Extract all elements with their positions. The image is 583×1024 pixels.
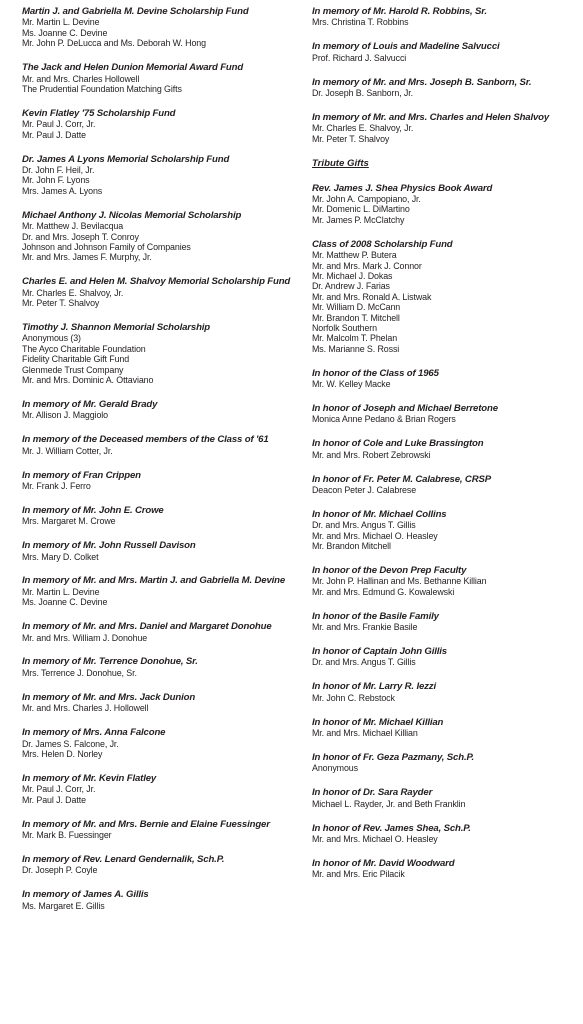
- donor-name: Mr. John F. Lyons: [22, 175, 90, 186]
- donor-name: Dr. Joseph P. Coyle: [22, 865, 98, 876]
- fund-heading: In memory of Mr. Gerald Brady: [22, 398, 158, 410]
- donor-name: Mr. and Mrs. Charles Hollowell: [22, 73, 140, 84]
- gift-entry: [312, 41, 577, 63]
- gift-entry: [22, 854, 297, 876]
- gift-entry: [22, 434, 297, 456]
- donor-name: Mr. J. William Cotter, Jr.: [22, 445, 113, 456]
- fund-heading: In honor of Joseph and Michael Berretone: [312, 402, 498, 414]
- gift-entry: [312, 77, 577, 99]
- fund-heading: In honor of Mr. Michael Killian: [312, 716, 444, 728]
- gift-entry: [22, 470, 297, 492]
- donor-name: Mr. and Mrs. Michael O. Heasley: [312, 530, 438, 541]
- donor-name: Ms. Marianne S. Rossi: [312, 343, 400, 354]
- gift-entry: [22, 6, 297, 49]
- fund-heading: In memory of Mr. John E. Crowe: [22, 504, 164, 516]
- donor-name: Anonymous: [312, 763, 358, 774]
- donor-name: Mr. Mark B. Fuessinger: [22, 829, 112, 840]
- gift-entry: [312, 403, 577, 425]
- fund-heading: In memory of Mr. and Mrs. Daniel and Margaret Donohue: [22, 621, 272, 633]
- fund-heading: Timothy J. Shannon Memorial Scholarship: [22, 321, 211, 333]
- fund-heading: In memory of Mr. Harold R. Robbins, Sr.: [312, 6, 487, 17]
- donor-name: Mr. Charles E. Shalvoy, Jr.: [22, 287, 124, 298]
- donor-name: Mr. Malcolm T. Phelan: [312, 333, 398, 344]
- fund-heading: Charles E. and Helen M. Shalvoy Memorial Scholarship Fund: [22, 276, 291, 288]
- fund-heading: In memory of the Deceased members of the Class of '61: [22, 434, 269, 446]
- gift-entry: [312, 858, 577, 880]
- fund-heading: In memory of Mr. Kevin Flatley: [22, 772, 157, 784]
- gift-entry: [312, 611, 577, 633]
- gift-entry: [22, 621, 297, 643]
- fund-heading: In honor of Fr. Geza Pazmany, Sch.P.: [312, 752, 474, 763]
- fund-heading: In honor of Mr. Michael Collins: [312, 508, 447, 520]
- gift-entry: [22, 656, 297, 678]
- donor-name: Mr. Matthew J. Bevilacqua: [22, 221, 124, 232]
- donor-name: Mr. and Mrs. Edmund G. Kowalewski: [312, 586, 455, 597]
- gift-entry: [22, 692, 297, 714]
- fund-heading: Dr. James A Lyons Memorial Scholarship Fund: [22, 153, 230, 165]
- donor-name: Johnson and Johnson Family of Companies: [22, 241, 191, 252]
- gift-entry: [312, 646, 577, 668]
- fund-heading: In memory of Mrs. Anna Falcone: [22, 727, 166, 739]
- donor-name: Mrs. Terrence J. Donohue, Sr.: [22, 667, 137, 678]
- donor-name: Mr. Paul J. Datte: [22, 794, 86, 805]
- donor-name: Mr. Allison J. Maggiolo: [22, 410, 108, 421]
- donor-name: Mr. and Mrs. Dominic A. Ottaviano: [22, 374, 154, 385]
- donor-name: Mr. and Mrs. Mark J. Connor: [312, 260, 422, 271]
- donor-name: Mr. James P. McClatchy: [312, 214, 405, 225]
- gift-entry: [22, 540, 297, 562]
- fund-heading: Michael Anthony J. Nicolas Memorial Scholarship: [22, 209, 242, 221]
- donor-name: Dr. John F. Heil, Jr.: [22, 164, 95, 175]
- donor-name: Mr. Martin L. Devine: [22, 17, 100, 28]
- fund-heading: Martin J. and Gabriella M. Devine Scholarship Fund: [22, 6, 249, 17]
- fund-heading: In honor of Rev. James Shea, Sch.P.: [312, 822, 471, 834]
- donor-name: Anonymous (3): [22, 333, 81, 344]
- gift-entry: [22, 819, 297, 841]
- donor-name: Mr. John A. Campopiano, Jr.: [312, 193, 421, 204]
- donor-name: Dr. James S. Falcone, Jr.: [22, 738, 119, 749]
- donor-name: Mr. Paul J. Corr, Jr.: [22, 784, 96, 795]
- gift-entry: [22, 62, 297, 94]
- donor-name: Mr. Brandon Mitchell: [312, 541, 391, 552]
- fund-heading: In memory of Louis and Madeline Salvucci: [312, 41, 500, 53]
- donor-name: Mr. William D. McCann: [312, 302, 401, 313]
- fund-heading: In memory of Mr. and Mrs. Jack Dunion: [22, 691, 196, 703]
- donor-name: Mrs. James A. Lyons: [22, 185, 103, 196]
- fund-heading: Kevin Flatley '75 Scholarship Fund: [22, 107, 176, 119]
- gift-entry: [312, 438, 577, 460]
- gift-entry: [312, 787, 577, 809]
- fund-heading: In honor of Mr. Larry R. Iezzi: [312, 681, 436, 693]
- fund-heading: In memory of Mr. and Mrs. Martin J. and Gabriella M. Devine: [22, 575, 286, 587]
- donor-name: Dr. and Mrs. Joseph T. Conroy: [22, 231, 139, 242]
- gift-entry: [22, 575, 297, 607]
- donor-name: Dr. Joseph B. Sanborn, Jr.: [312, 88, 413, 99]
- fund-heading: In honor of the Devon Prep Faculty: [312, 565, 467, 577]
- fund-heading: In memory of Mr. Terrence Donohue, Sr.: [22, 656, 198, 668]
- donor-name: Mr. Michael J. Dokas: [312, 270, 393, 281]
- right-column: [312, 6, 577, 893]
- fund-heading: In honor of Cole and Luke Brassington: [312, 438, 484, 450]
- donor-name: Mr. and Mrs. James F. Murphy, Jr.: [22, 252, 152, 263]
- donor-name: Glenmede Trust Company: [22, 364, 124, 375]
- donor-name: Dr. Andrew J. Farias: [312, 281, 390, 292]
- donor-name: Ms. Joanne C. Devine: [22, 27, 108, 38]
- gift-entry: [22, 727, 297, 759]
- gift-entry: [312, 368, 577, 390]
- gift-entry: [312, 239, 577, 354]
- gift-entry: [312, 183, 577, 226]
- donor-name: Mr. Peter T. Shalvoy: [22, 298, 100, 309]
- gift-entry: [312, 823, 577, 845]
- fund-heading: In honor of Dr. Sara Rayder: [312, 787, 433, 799]
- donor-name: The Prudential Foundation Matching Gifts: [22, 83, 182, 94]
- gift-entry: [22, 210, 297, 263]
- donor-name: Mr. Paul J. Corr, Jr.: [22, 119, 96, 130]
- donor-name: Mr. Peter T. Shalvoy: [312, 133, 390, 144]
- donor-name: Mr. and Mrs. Eric Pilacik: [312, 869, 405, 880]
- fund-heading: In honor of Captain John Gillis: [312, 646, 447, 658]
- fund-heading: Rev. James J. Shea Physics Book Award: [312, 182, 493, 194]
- gift-entry: [312, 681, 577, 703]
- donor-name: Mr. and Mrs. William J. Donohue: [22, 632, 148, 643]
- donor-name: Prof. Richard J. Salvucci: [312, 52, 407, 63]
- tribute-gifts-title: Tribute Gifts: [312, 157, 369, 169]
- donor-name: Monica Anne Pedano & Brian Rogers: [312, 414, 456, 425]
- donor-name: Mr. and Mrs. Charles J. Hollowell: [22, 703, 149, 714]
- donor-name: Mr. and Mrs. Michael O. Heasley: [312, 834, 438, 845]
- donor-name: Dr. and Mrs. Angus T. Gillis: [312, 520, 416, 531]
- tribute-list: [312, 183, 577, 880]
- gift-entry: [312, 474, 577, 496]
- donor-name: Mr. Martin L. Devine: [22, 586, 100, 597]
- fund-heading: In memory of Mr. and Mrs. Joseph B. Sanborn, Sr.: [312, 76, 532, 88]
- gift-entry: [22, 322, 297, 385]
- donor-name: Mr. Brandon T. Mitchell: [312, 312, 400, 323]
- donor-name: Mr. W. Kelley Macke: [312, 379, 391, 390]
- gift-entry: [22, 773, 297, 805]
- donor-name: Mr. and Mrs. Frankie Basile: [312, 622, 418, 633]
- fund-heading: In memory of Rev. Lenard Gendernalik, Sch.P.: [22, 853, 225, 865]
- gift-entry: [22, 154, 297, 197]
- gift-entry: [312, 752, 577, 774]
- left-column: [22, 6, 297, 924]
- donor-name: Michael L. Rayder, Jr. and Beth Franklin: [312, 798, 466, 809]
- donor-name: Mrs. Christina T. Robbins: [312, 17, 409, 28]
- donor-name: Norfolk Southern: [312, 322, 377, 333]
- donor-name: Mrs. Helen D. Norley: [22, 748, 103, 759]
- donor-name: Mr. Paul J. Datte: [22, 129, 86, 140]
- donor-name: Ms. Margaret E. Gillis: [22, 900, 105, 911]
- gift-entry: [22, 505, 297, 527]
- memorial-list: [312, 6, 577, 144]
- donor-name: Dr. and Mrs. Angus T. Gillis: [312, 657, 416, 668]
- fund-heading: In honor of Fr. Peter M. Calabrese, CRSP: [312, 473, 491, 485]
- gift-entry: [312, 112, 577, 144]
- gift-entry: [312, 717, 577, 739]
- donor-name: Mr. John P. Hallinan and Ms. Bethanne Killian: [312, 576, 487, 587]
- donor-name: Ms. Joanne C. Devine: [22, 597, 108, 608]
- gift-entry: [22, 276, 297, 308]
- donor-name: Mrs. Margaret M. Crowe: [22, 516, 116, 527]
- donor-name: Mr. and Mrs. Ronald A. Listwak: [312, 291, 432, 302]
- fund-heading: In honor of the Class of 1965: [312, 367, 439, 379]
- fund-heading: In memory of Mr. and Mrs. Bernie and Elaine Fuessinger: [22, 818, 270, 830]
- gift-entry: [22, 399, 297, 421]
- donor-name: Mr. and Mrs. Robert Zebrowski: [312, 449, 431, 460]
- donor-name: Mr. Frank J. Ferro: [22, 480, 91, 491]
- donor-name: Mr. John P. DeLucca and Ms. Deborah W. Hong: [22, 38, 206, 49]
- fund-heading: The Jack and Helen Dunion Memorial Award Fund: [22, 62, 244, 74]
- gift-entry: [22, 889, 297, 911]
- donor-name: Deacon Peter J. Calabrese: [312, 485, 417, 495]
- donor-name: Mrs. Mary D. Colket: [22, 551, 99, 562]
- fund-heading: In memory of Mr. and Mrs. Charles and Helen Shalvoy: [312, 111, 550, 123]
- gift-entry: [312, 565, 577, 597]
- gift-entry: [22, 108, 297, 140]
- fund-heading: Class of 2008 Scholarship Fund: [312, 238, 453, 250]
- fund-heading: In honor of Mr. David Woodward: [312, 857, 455, 869]
- fund-heading: In memory of Fran Crippen: [22, 469, 141, 481]
- donor-name: Mr. and Mrs. Michael Killian: [312, 728, 418, 739]
- gift-entry: [312, 509, 577, 552]
- fund-heading: In memory of Mr. John Russell Davison: [22, 540, 196, 552]
- donor-name: The Ayco Charitable Foundation: [22, 343, 146, 354]
- donor-name: Fidelity Charitable Gift Fund: [22, 354, 130, 365]
- gift-entry: [312, 6, 577, 28]
- donor-name: Mr. Domenic L. DiMartino: [312, 204, 410, 215]
- fund-heading: In honor of the Basile Family: [312, 610, 439, 622]
- donor-name: Mr. Matthew P. Butera: [312, 250, 397, 261]
- donor-name: Mr. John C. Rebstock: [312, 692, 395, 703]
- donor-name: Mr. Charles E. Shalvoy, Jr.: [312, 123, 414, 134]
- fund-heading: In memory of James A. Gillis: [22, 889, 149, 901]
